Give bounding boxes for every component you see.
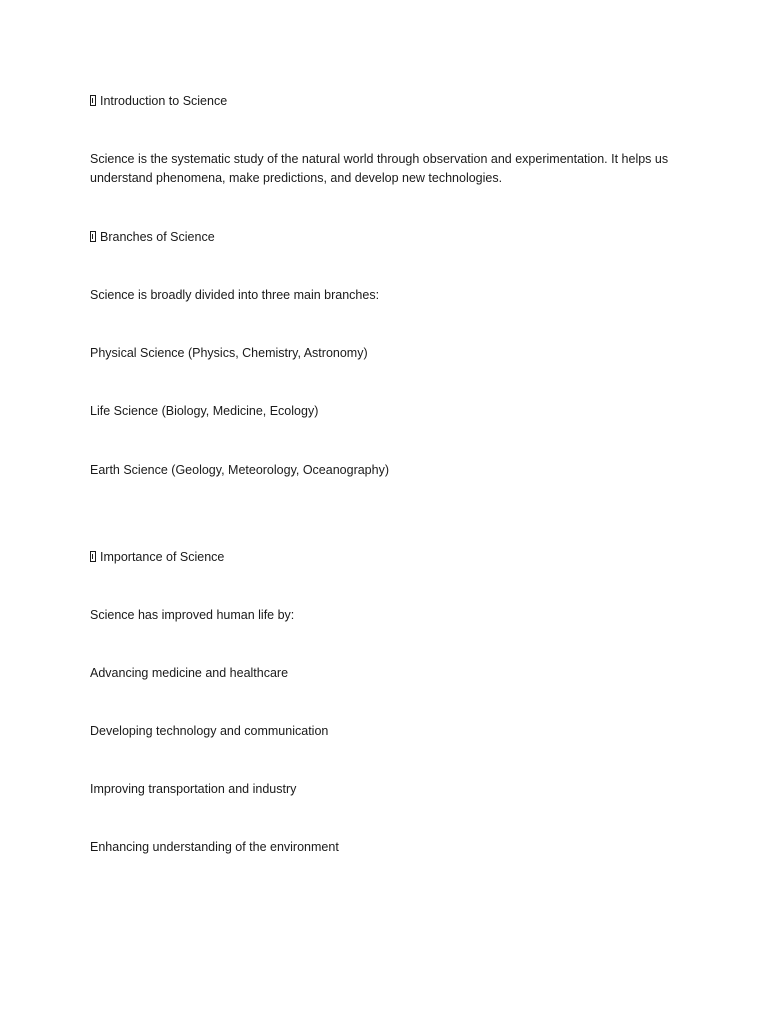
list-item: Improving transportation and industry — [90, 782, 297, 796]
heading-text: Branches of Science — [100, 230, 215, 244]
section-heading-branches — [90, 228, 680, 247]
missing-glyph-icon — [90, 95, 96, 106]
list-item: Life Science (Biology, Medicine, Ecology) — [90, 404, 319, 418]
section-heading-importance — [90, 548, 680, 567]
list-item: Earth Science (Geology, Meteorology, Oceanography) — [90, 463, 389, 477]
branches-lead: Science is broadly divided into three main branches: — [90, 288, 380, 302]
heading-text: Introduction to Science — [100, 94, 228, 108]
list-item: Developing technology and communication — [90, 724, 329, 738]
missing-glyph-icon — [90, 231, 96, 242]
list-item: Advancing medicine and healthcare — [90, 666, 289, 680]
list-item: Physical Science (Physics, Chemistry, Astronomy) — [90, 346, 368, 360]
heading-text: Importance of Science — [100, 550, 225, 564]
intro-paragraph: Science is the systematic study of the natural world through observation and experimentation. It helps us understand phenomena, make predictions, and develop new technologies. — [90, 152, 669, 185]
importance-lead: Science has improved human life by: — [90, 608, 295, 622]
section-heading-introduction — [90, 92, 680, 111]
missing-glyph-icon — [90, 551, 96, 562]
list-item: Enhancing understanding of the environment — [90, 840, 339, 854]
